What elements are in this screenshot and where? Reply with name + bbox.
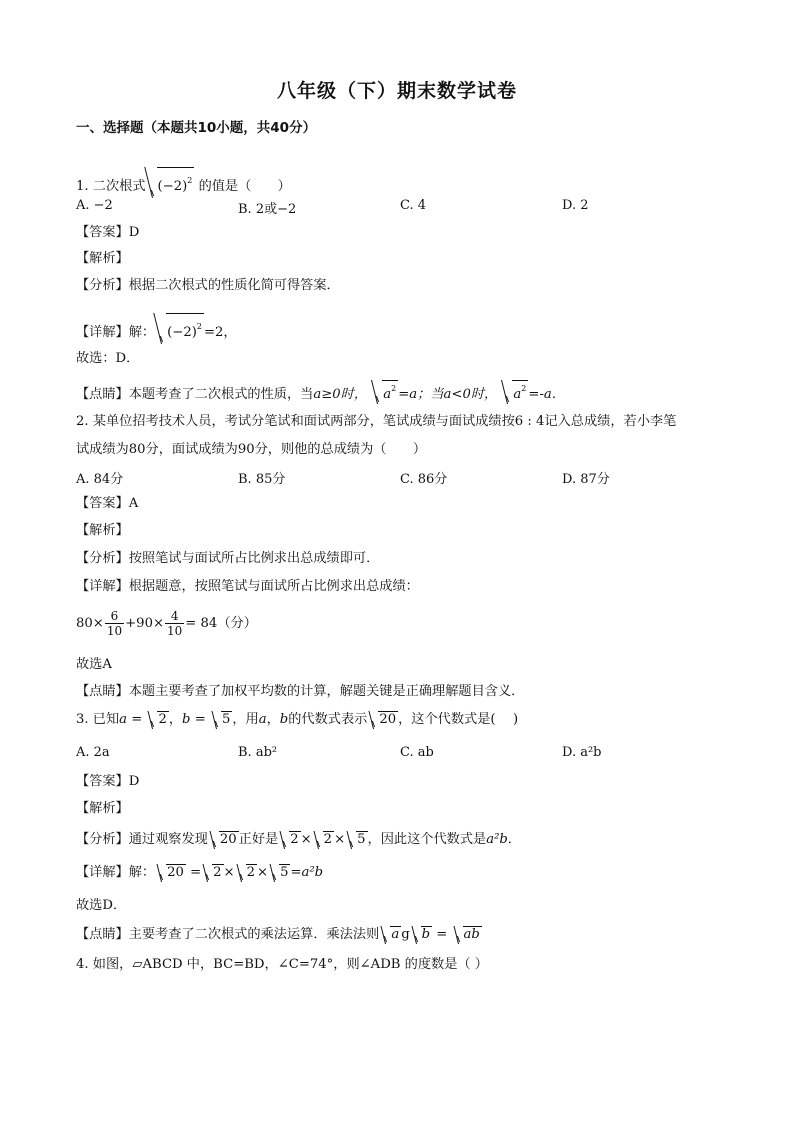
numerator: 6 (105, 609, 124, 624)
text: ． (507, 832, 521, 847)
eq-term-2: +90× (125, 616, 165, 631)
radicand: 2 (158, 712, 167, 727)
radicand: 5 (357, 832, 366, 847)
stem-part: 的代数式表示 (288, 712, 368, 727)
sqrt-expression (203, 864, 223, 882)
q3-xiangjie (76, 864, 323, 882)
radicand: 20 (379, 712, 397, 727)
exponent: 2 (187, 176, 193, 185)
q2-option-b: B. 85分 (238, 472, 286, 487)
dianjing-label: 【点睛】本题考查了二次根式的性质，当 (76, 387, 314, 402)
text: 正好是 (238, 832, 279, 847)
var-a: a (258, 712, 267, 727)
result-2: =-a． (528, 387, 565, 402)
var-a: a (119, 712, 128, 727)
q1-stem-after: 的值是（ ） (198, 179, 291, 194)
q3-option-a: A. 2a (76, 745, 110, 760)
sqrt-expression (148, 711, 168, 729)
q1-answer: 【答案】D (76, 225, 140, 240)
sqrt-expression (210, 831, 239, 849)
sqrt-expression (503, 380, 528, 404)
fenxi-label: 【分析】通过观察发现 (76, 832, 208, 847)
question-2-stem-line2: 试成绩为80分，面试成绩为90分，则他的总成绩为（ ） (76, 442, 427, 457)
question-3-stem (76, 711, 518, 729)
sqrt-expression (373, 380, 398, 404)
eq-result: = 84（分） (185, 616, 257, 631)
sqrt-expression (381, 926, 401, 944)
sqrt-expression (454, 926, 482, 944)
exponent: 2 (196, 322, 202, 331)
q3-option-d: D. a²b (562, 745, 602, 760)
section-heading: 一、选择题（本题共10小题，共40分） (76, 120, 317, 136)
q1-option-d: D. 2 (562, 198, 589, 213)
q2-fenxi: 【分析】按照笔试与面试所占比例求出总成绩即可． (76, 551, 380, 566)
result-1: =a；当 (398, 387, 444, 402)
radicand: a (513, 387, 522, 402)
radicand: 2 (323, 832, 333, 847)
var-b: b (182, 712, 191, 727)
sqrt-expression (347, 831, 367, 849)
radicand: 2 (290, 832, 299, 847)
xiangjie-label: 【详解】解： (76, 865, 156, 880)
symbol: g (401, 927, 410, 942)
radicand: 20 (167, 865, 184, 880)
equals: = (190, 712, 210, 727)
var-b: b (279, 712, 289, 727)
sqrt-expression (280, 831, 300, 849)
denominator: 10 (106, 624, 123, 638)
question-1-stem (76, 167, 291, 198)
times: × (334, 832, 346, 847)
condition-2: a<0时， (443, 387, 498, 402)
radicand: 5 (221, 712, 231, 727)
stem-part: 3. 已知 (76, 712, 120, 727)
sqrt-expression (157, 313, 204, 344)
equals: = (127, 712, 147, 727)
q2-guxuan: 故选A (76, 657, 112, 672)
q1-xiangjie (76, 313, 237, 344)
exponent: 2 (521, 384, 527, 393)
radicand: a (391, 927, 400, 942)
q3-guxuan: 故选D． (76, 898, 127, 913)
radicand: 5 (280, 865, 289, 880)
q2-option-a: A. 84分 (76, 472, 124, 487)
q3-answer: 【答案】D (76, 774, 140, 789)
sqrt-expression (157, 864, 186, 882)
q1-jiexi: 【解析】 (76, 251, 129, 266)
sqrt-expression (369, 711, 398, 729)
q2-jiexi: 【解析】 (76, 523, 129, 538)
condition-1: a≥0时， (313, 387, 368, 402)
equals: = (185, 865, 202, 880)
q2-dianjing: 【点睛】本题主要考查了加权平均数的计算，解题关键是正确理解题目含义． (76, 684, 525, 699)
radicand: b (421, 927, 431, 942)
xiangjie-label: 【详解】解： (76, 325, 156, 340)
q3-fenxi (76, 831, 521, 849)
q1-option-a: A. −2 (76, 198, 113, 213)
page-title: 八年级（下）期末数学试卷 (276, 80, 517, 102)
question-2-stem-line1: 2. 某单位招考技术人员，考试分笔试和面试两部分，笔试成绩与面试成绩按6 : 4记入总成绩，若小李笔 (76, 414, 677, 429)
exponent: 2 (391, 384, 397, 393)
q1-option-c: C. 4 (400, 198, 427, 213)
sqrt-expression (270, 864, 290, 882)
stem-part: ，用 (232, 712, 259, 727)
radicand: a (383, 387, 392, 402)
denominator: 10 (167, 624, 183, 638)
fraction (105, 609, 124, 638)
numerator: 4 (165, 609, 184, 624)
equals: = (432, 927, 452, 942)
sqrt-expression (237, 864, 257, 882)
question-4-stem: 4. 如图，▱ABCD 中，BC=BD，∠C=74°，则∠ADB 的度数是（ ） (76, 957, 488, 972)
comma: ， (266, 712, 280, 727)
result: =2， (203, 325, 237, 340)
q3-dianjing (76, 926, 482, 944)
sqrt-expression (412, 926, 432, 944)
q1-fenxi: 【分析】根据二次根式的性质化简可得答案． (76, 278, 340, 293)
q3-option-c: C. ab (400, 745, 434, 760)
expression: a²b (486, 832, 508, 847)
radicand: 2 (246, 865, 255, 880)
q2-option-c: C. 86分 (400, 472, 448, 487)
sqrt-expression (314, 831, 334, 849)
radicand: 20 (219, 832, 237, 847)
q2-option-d: D. 87分 (562, 472, 610, 487)
q3-option-b: B. ab² (238, 745, 278, 760)
eq-term-1: 80× (76, 616, 104, 631)
q2-answer: 【答案】A (76, 496, 139, 511)
sqrt-expression (212, 711, 232, 729)
stem-part: ，这个代数式是( ) (398, 712, 519, 727)
q1-option-b: B. 2或−2 (238, 202, 297, 217)
fraction (165, 609, 184, 638)
sqrt-expression (148, 167, 195, 198)
radicand: 2 (213, 865, 222, 880)
times: × (257, 865, 269, 880)
text: ，因此这个代数式是 (367, 832, 487, 847)
result: =a²b (290, 865, 324, 880)
times: × (223, 865, 235, 880)
q3-jiexi: 【解析】 (76, 801, 129, 816)
dianjing-label: 【点睛】主要考查了二次根式的乘法运算．乘法法则 (76, 927, 380, 942)
q1-dianjing (76, 380, 565, 404)
comma: ， (168, 712, 183, 727)
q1-stem-before: 1. 二次根式 (76, 179, 146, 194)
q2-equation (76, 604, 257, 644)
radicand: (−2) (167, 325, 197, 340)
q1-guxuan: 故选：D． (76, 351, 140, 366)
radicand: ab (463, 927, 480, 942)
times: × (300, 832, 312, 847)
radicand: (−2) (157, 179, 188, 194)
q2-xiangjie: 【详解】根据题意，按照笔试与面试所占比例求出总成绩： (76, 579, 419, 594)
